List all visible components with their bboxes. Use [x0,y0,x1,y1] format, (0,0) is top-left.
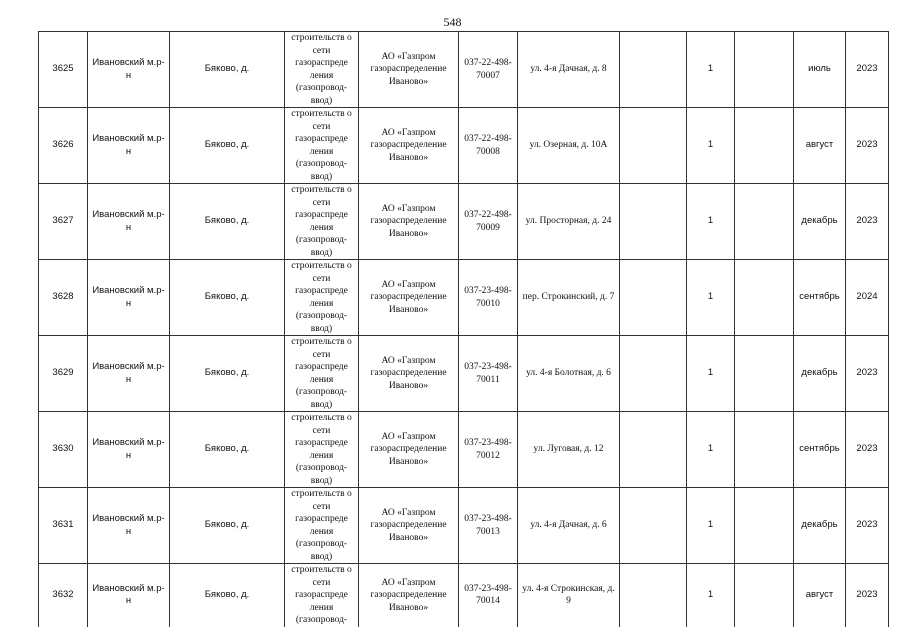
year-cell: 2023 [846,412,889,488]
row-number: 3631 [39,488,88,564]
row-number: 3625 [39,32,88,108]
object-code-cell: 037-23-498-70011 [459,336,518,412]
year-cell: 2024 [846,260,889,336]
locality-cell: Бяково, д. [170,336,285,412]
locality-cell: Бяково, д. [170,260,285,336]
organization-cell: АО «Газпром газораспределение Иваново» [359,108,459,184]
organization-cell: АО «Газпром газораспределение Иваново» [359,260,459,336]
purpose-cell: строительств о сети газораспреде ления (газопровод-ввод) [285,260,359,336]
row-number: 3626 [39,108,88,184]
district-cell: Ивановский м.р-н [88,412,170,488]
month-cell: сентябрь [794,412,846,488]
year-cell: 2023 [846,32,889,108]
row-number: 3628 [39,260,88,336]
empty-cell [620,32,687,108]
object-code-cell: 037-22-498-70008 [459,108,518,184]
year-cell: 2023 [846,108,889,184]
row-number: 3627 [39,184,88,260]
empty-cell [620,412,687,488]
object-code-cell: 037-23-498-70012 [459,412,518,488]
locality-cell: Бяково, д. [170,564,285,627]
table-row [39,336,889,412]
count-cell: 1 [687,108,735,184]
purpose-cell: строительств о сети газораспреде ления (газопровод-ввод) [285,412,359,488]
empty-cell [620,564,687,627]
district-cell: Ивановский м.р-н [88,488,170,564]
purpose-cell: строительств о сети газораспреде ления (газопровод-ввод) [285,184,359,260]
address-cell: ул. 4-я Дачная, д. 6 [518,488,620,564]
page-number: 548 [443,15,462,29]
district-cell: Ивановский м.р-н [88,336,170,412]
locality-cell: Бяково, д. [170,184,285,260]
organization-cell: АО «Газпром газораспределение Иваново» [359,336,459,412]
purpose-cell: строительств о сети газораспреде ления (газопровод-ввод) [285,336,359,412]
table-row [39,488,889,564]
year-cell: 2023 [846,488,889,564]
count-cell: 1 [687,564,735,627]
address-cell: ул. Озерная, д. 10А [518,108,620,184]
empty-cell [735,184,794,260]
empty-cell [735,32,794,108]
count-cell: 1 [687,260,735,336]
empty-cell [735,488,794,564]
purpose-cell: строительств о сети газораспреде ления (газопровод-ввод) [285,488,359,564]
address-cell: ул. 4-я Дачная, д. 8 [518,32,620,108]
count-cell: 1 [687,184,735,260]
count-cell: 1 [687,412,735,488]
table-row [39,32,889,108]
organization-cell: АО «Газпром газораспределение Иваново» [359,32,459,108]
empty-cell [620,184,687,260]
district-cell: Ивановский м.р-н [88,564,170,627]
table-row [39,412,889,488]
purpose-cell: строительств о сети газораспреде ления (газопровод- [285,564,359,627]
empty-cell [735,108,794,184]
object-code-cell: 037-23-498-70014 [459,564,518,627]
address-cell: ул. Луговая, д. 12 [518,412,620,488]
district-cell: Ивановский м.р-н [88,108,170,184]
table-row [39,260,889,336]
address-cell: ул. 4-я Строкинская, д. 9 [518,564,620,627]
object-code-cell: 037-22-498-70009 [459,184,518,260]
count-cell: 1 [687,32,735,108]
object-code-cell: 037-22-498-70007 [459,32,518,108]
locality-cell: Бяково, д. [170,32,285,108]
empty-cell [620,488,687,564]
empty-cell [735,260,794,336]
organization-cell: АО «Газпром газораспределение Иваново» [359,488,459,564]
empty-cell [735,564,794,627]
row-number: 3632 [39,564,88,627]
month-cell: декабрь [794,488,846,564]
locality-cell: Бяково, д. [170,412,285,488]
month-cell: декабрь [794,184,846,260]
district-cell: Ивановский м.р-н [88,184,170,260]
row-number: 3629 [39,336,88,412]
object-code-cell: 037-23-498-70010 [459,260,518,336]
object-code-cell: 037-23-498-70013 [459,488,518,564]
month-cell: август [794,564,846,627]
purpose-cell: строительств о сети газораспреде ления (газопровод-ввод) [285,32,359,108]
count-cell: 1 [687,488,735,564]
year-cell: 2023 [846,564,889,627]
organization-cell: АО «Газпром газораспределение Иваново» [359,184,459,260]
empty-cell [735,412,794,488]
district-cell: Ивановский м.р-н [88,260,170,336]
table-row [39,108,889,184]
address-cell: пер. Строкинский, д. 7 [518,260,620,336]
address-cell: ул. Просторная, д. 24 [518,184,620,260]
address-cell: ул. 4-я Болотная, д. 6 [518,336,620,412]
purpose-cell: строительств о сети газораспреде ления (газопровод-ввод) [285,108,359,184]
year-cell: 2023 [846,336,889,412]
month-cell: август [794,108,846,184]
year-cell: 2023 [846,184,889,260]
month-cell: июль [794,32,846,108]
district-cell: Ивановский м.р-н [88,32,170,108]
locality-cell: Бяково, д. [170,108,285,184]
organization-cell: АО «Газпром газораспределение Иваново» [359,564,459,627]
organization-cell: АО «Газпром газораспределение Иваново» [359,412,459,488]
table-row [39,184,889,260]
row-number: 3630 [39,412,88,488]
month-cell: декабрь [794,336,846,412]
registry-table [38,31,889,627]
empty-cell [735,336,794,412]
empty-cell [620,336,687,412]
locality-cell: Бяково, д. [170,488,285,564]
table-row [39,564,889,627]
count-cell: 1 [687,336,735,412]
empty-cell [620,260,687,336]
empty-cell [620,108,687,184]
month-cell: сентябрь [794,260,846,336]
